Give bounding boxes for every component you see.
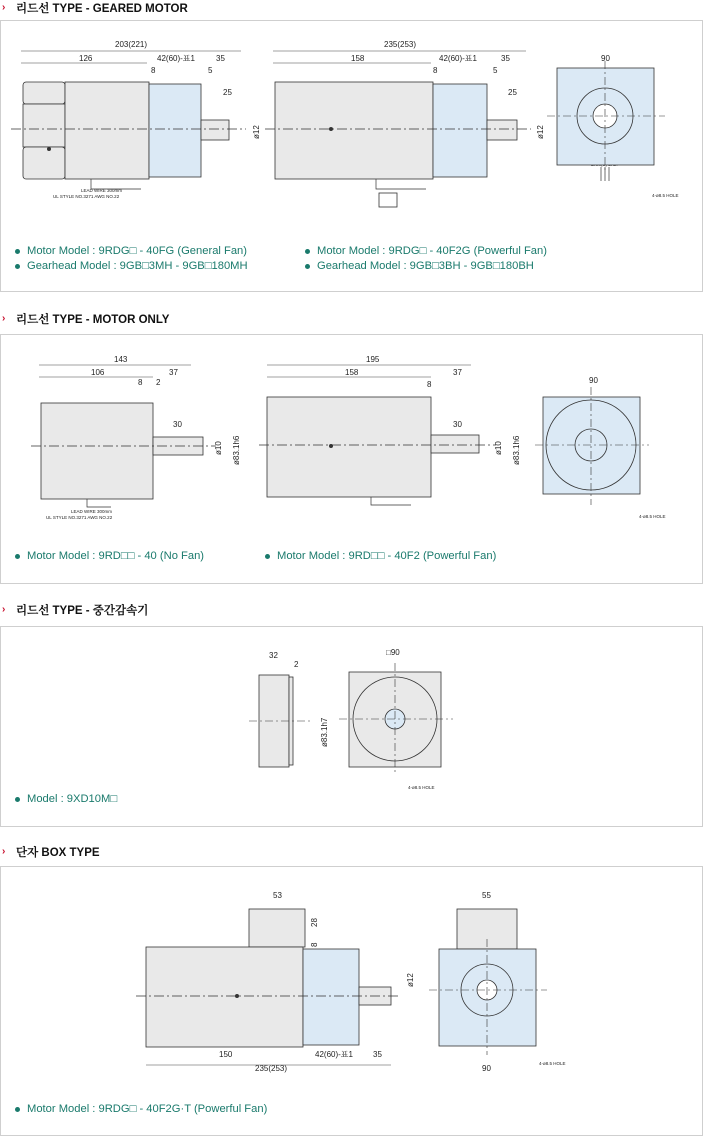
dim-shaft: 35 <box>373 1050 382 1059</box>
geared-motor-drawings <box>1 21 702 241</box>
lead-note: LEAD WIRE 300mm <box>81 188 123 193</box>
dim-key-2: 30 <box>453 420 462 429</box>
dim-hdia: ø83.1h6 <box>232 435 241 465</box>
dim-side-w: 90 <box>482 1064 491 1073</box>
dim-s8: 8 <box>310 942 319 947</box>
dim-gear-2: 42(60)-표1 <box>439 54 477 63</box>
bullet-item: Motor Model : 9RDG□ - 40F2G·T (Powerful Fan) <box>15 1103 267 1115</box>
dim-shaft: 37 <box>169 368 178 377</box>
dim-w32: 32 <box>269 651 278 660</box>
dim-s5-2: 5 <box>493 66 498 75</box>
dim-sq90: □90 <box>386 648 400 657</box>
bullet-item: Motor Model : 9RDG□ - 40F2G (Powerful Fan) <box>305 245 605 257</box>
arrow-icon: › <box>2 2 6 13</box>
dim-key-2: 25 <box>508 88 517 97</box>
section-title-intermediate-gear <box>0 602 148 618</box>
dim-motor-2: 158 <box>351 54 365 63</box>
dim-box-w2: 55 <box>482 891 491 900</box>
terminal-box-models <box>15 1103 267 1115</box>
intermediate-gear-models <box>15 793 117 805</box>
dim-s8-2: 8 <box>433 66 438 75</box>
dim-dia: ø12 <box>406 973 415 987</box>
dim-s8-2: 8 <box>427 380 432 389</box>
dim-key: 25 <box>223 88 232 97</box>
dim-dia: ø10 <box>214 441 223 455</box>
hole-label: 4-ø8.5 HOLE <box>652 193 679 198</box>
dim-s2: 2 <box>294 660 299 669</box>
bullet-item: Gearhead Model : 9GB□3MH - 9GB□180MH <box>15 260 305 272</box>
geared-motor-panel <box>0 20 703 292</box>
dim-hdia-2: ø83.1h6 <box>512 435 521 465</box>
motor-only-drawings <box>1 335 702 535</box>
dim-width: 90 <box>589 376 598 385</box>
section-title-text: 리드선 TYPE - MOTOR ONLY <box>16 314 170 326</box>
motor-only-models <box>15 550 565 562</box>
dim-dia-2: ø12 <box>536 125 545 139</box>
lead-note: LEAD WIRE 300mm <box>71 509 113 514</box>
dim-total: 203(221) <box>115 40 148 49</box>
bullet-item: Gearhead Model : 9GB□3BH - 9GB□180BH <box>305 260 605 272</box>
section-title-motor-only <box>0 311 169 327</box>
dim-total: 235(253) <box>255 1064 288 1073</box>
hole-label: 4-ø8.5 HOLE <box>639 514 666 519</box>
hole-label: 4-ø8.5 HOLE <box>539 1061 566 1066</box>
dim-shaft: 35 <box>216 54 225 63</box>
dim-s8: 8 <box>151 66 156 75</box>
arrow-icon: › <box>2 846 6 857</box>
bullet-item: Motor Model : 9RD□□ - 40F2 (Powerful Fan) <box>265 550 565 562</box>
dim-s5: 5 <box>208 66 213 75</box>
dim-key: 30 <box>173 420 182 429</box>
dim-s8: 8 <box>138 378 143 387</box>
bullet-item: Motor Model : 9RDG□ - 40FG (General Fan) <box>15 245 305 257</box>
dim-dia: ø12 <box>252 125 261 139</box>
geared-motor-models <box>15 245 605 272</box>
dim-s2: 2 <box>156 378 161 387</box>
dim-total: 143 <box>114 355 128 364</box>
dim-width: 90 <box>601 54 610 63</box>
dim-box-h: 28 <box>310 918 319 927</box>
dim-total-2: 195 <box>366 355 380 364</box>
section-title-text: 리드선 TYPE - GEARED MOTOR <box>16 3 188 15</box>
dim-gear: 42(60)-표1 <box>315 1050 353 1059</box>
bullet-item: Model : 9XD10M□ <box>15 793 117 805</box>
arrow-icon: › <box>2 604 6 615</box>
dim-shaft-2: 35 <box>501 54 510 63</box>
section-title-text: 단자 BOX TYPE <box>16 847 100 859</box>
arrow-icon: › <box>2 313 6 324</box>
dim-hdia: ø83.1h7 <box>320 717 329 747</box>
lead-note-2: UL STYLE NO.3271 AWG NO.22 <box>53 194 120 199</box>
dim-box-w: 53 <box>273 891 282 900</box>
hole-label: 4-ø8.5 HOLE <box>408 785 435 790</box>
dim-gear: 42(60)-표1 <box>157 54 195 63</box>
dim-total-2: 235(253) <box>384 40 417 49</box>
section-title-terminal-box <box>0 844 100 860</box>
dim-shaft-2: 37 <box>453 368 462 377</box>
dim-motor: 126 <box>79 54 93 63</box>
intermediate-gear-drawings <box>1 627 702 797</box>
dim-motor: 150 <box>219 1050 233 1059</box>
section-title-geared-motor <box>0 0 188 16</box>
dim-motor-2: 158 <box>345 368 359 377</box>
dim-dia-2: ø10 <box>494 441 503 455</box>
intermediate-gear-panel <box>0 626 703 827</box>
lead-note-2: UL STYLE NO.3271 AWG NO.22 <box>46 515 113 520</box>
terminal-box-drawings <box>1 867 702 1097</box>
motor-only-panel <box>0 334 703 584</box>
dim-motor: 106 <box>91 368 105 377</box>
section-title-text: 리드선 TYPE - 중간감속기 <box>16 605 149 617</box>
terminal-box-panel <box>0 866 703 1136</box>
bullet-item: Motor Model : 9RD□□ - 40 (No Fan) <box>15 550 265 562</box>
